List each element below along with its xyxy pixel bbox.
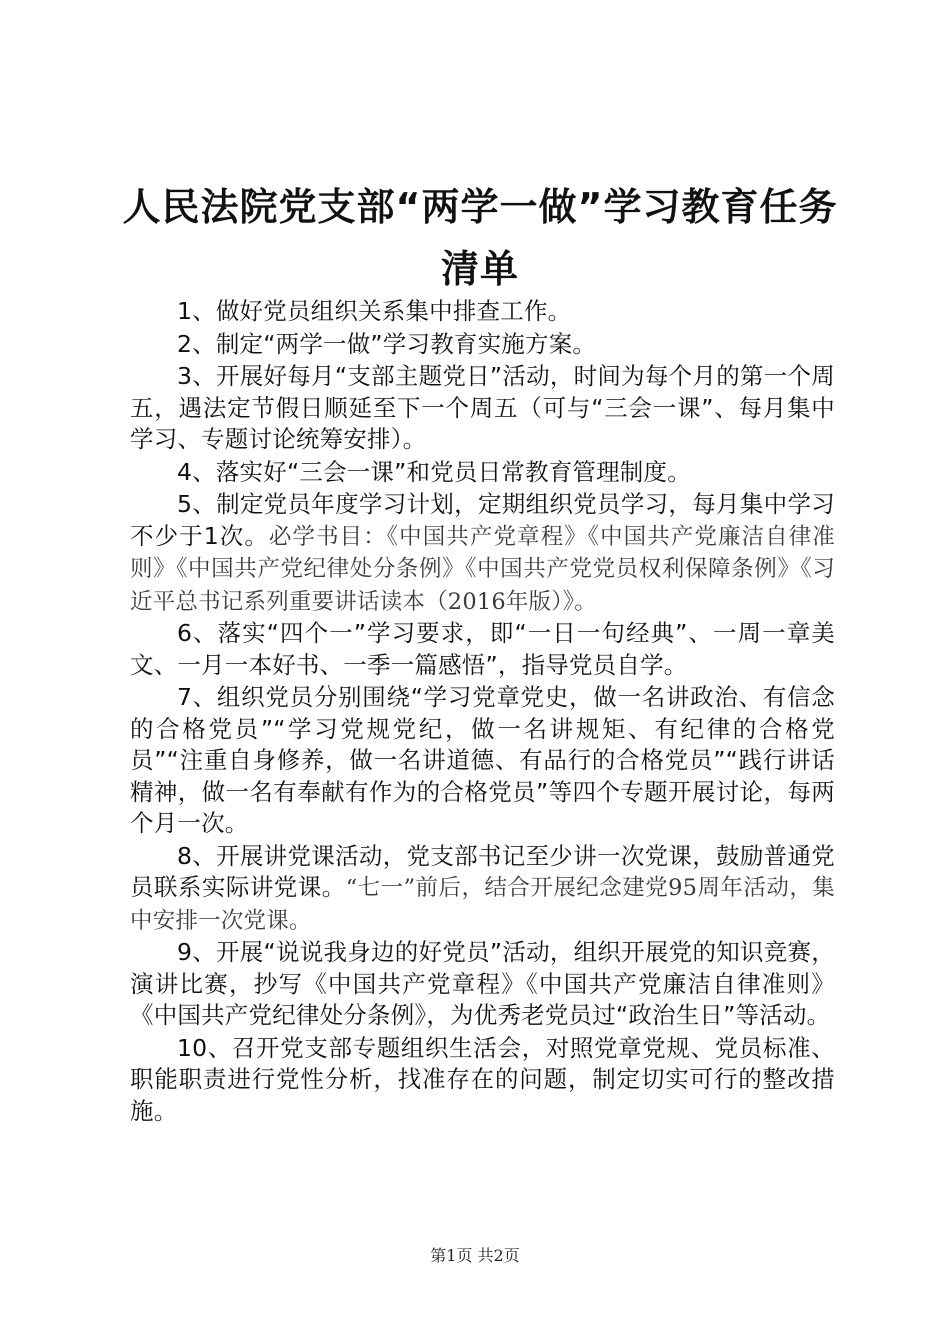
item-text: 9、开展“说说我身边的好党员”活动，组织开展党的知识竞赛，演讲比赛，抄写《中国共产党章程》《中国共产党廉洁自律准则》《中国共产党纪律处分条例》，为优秀老党员过“政治生日”等活动。 [130,938,835,1029]
list-item [130,296,835,329]
item-text: 2、制定“两学一做”学习教育实施方案。 [177,329,597,358]
list-item [130,457,835,490]
list-item [130,682,835,841]
item-text: 10、召开党支部专题组织生活会，对照党章党规、党员标准、职能职责进行党性分析，找准存在的问题，制定切实可行的整改措施。 [130,1033,835,1125]
task-list [130,296,835,1128]
item-text: 1、做好党员组织关系集中排查工作。 [177,297,572,325]
page-number-footer: 第1页 共2页 [430,1246,520,1265]
list-item [130,329,835,362]
item-text: 4、落实好“三会一课”和党员日常教育管理制度。 [177,457,691,486]
item-note: “七一”前后，结合开展纪念建党95周年活动，集中安排一次党课。 [130,875,835,934]
list-item [130,618,835,682]
document-title: 人民法院党支部“两学一做”学习教育任务清单 [122,185,838,291]
list-item [130,937,835,1033]
item-text: 7、组织党员分别围绕“学习党章党史，做一名讲政治、有信念的合格党员”“学习党规党纪，做一名讲规矩、有纪律的合格党员”“注重自身修养，做一名讲道德、有品行的合格党员”“践行讲话精神，做一名有奉献有作为的合格党员”等四个专题开展讨论，每两个月一次。 [130,683,835,837]
item-text: 6、落实“四个一”学习要求，即“一日一句经典”、一周一章美文、一月一本好书、一季一篇感悟”，指导党员自学。 [130,619,835,679]
item-note: 必学书目：《中国共产党章程》《中国共产党廉洁自律准则》《中国共产党纪律处分条例》《中国共产党党员权利保障条例》《习近平总书记系列重要讲话读本（2016年版）》。 [130,523,835,615]
list-item [130,489,835,618]
list-item [130,841,835,938]
item-text: 3、开展好每月“支部主题党日”活动，时间为每个月的第一个周五，遇法定节假日顺延至下一个周五（可与“三会一课”、每月集中学习、专题讨论统筹安排）。 [130,362,835,453]
item-text: 8、开展讲党课活动，党支部书记至少讲一次党课，鼓励普通党员联系实际讲党课。 [130,841,835,901]
list-item [130,361,835,457]
item-text: 5、制定党员年度学习计划，定期组织党员学习，每月集中学习不少于1次。 [130,490,835,550]
list-item [130,1033,835,1129]
